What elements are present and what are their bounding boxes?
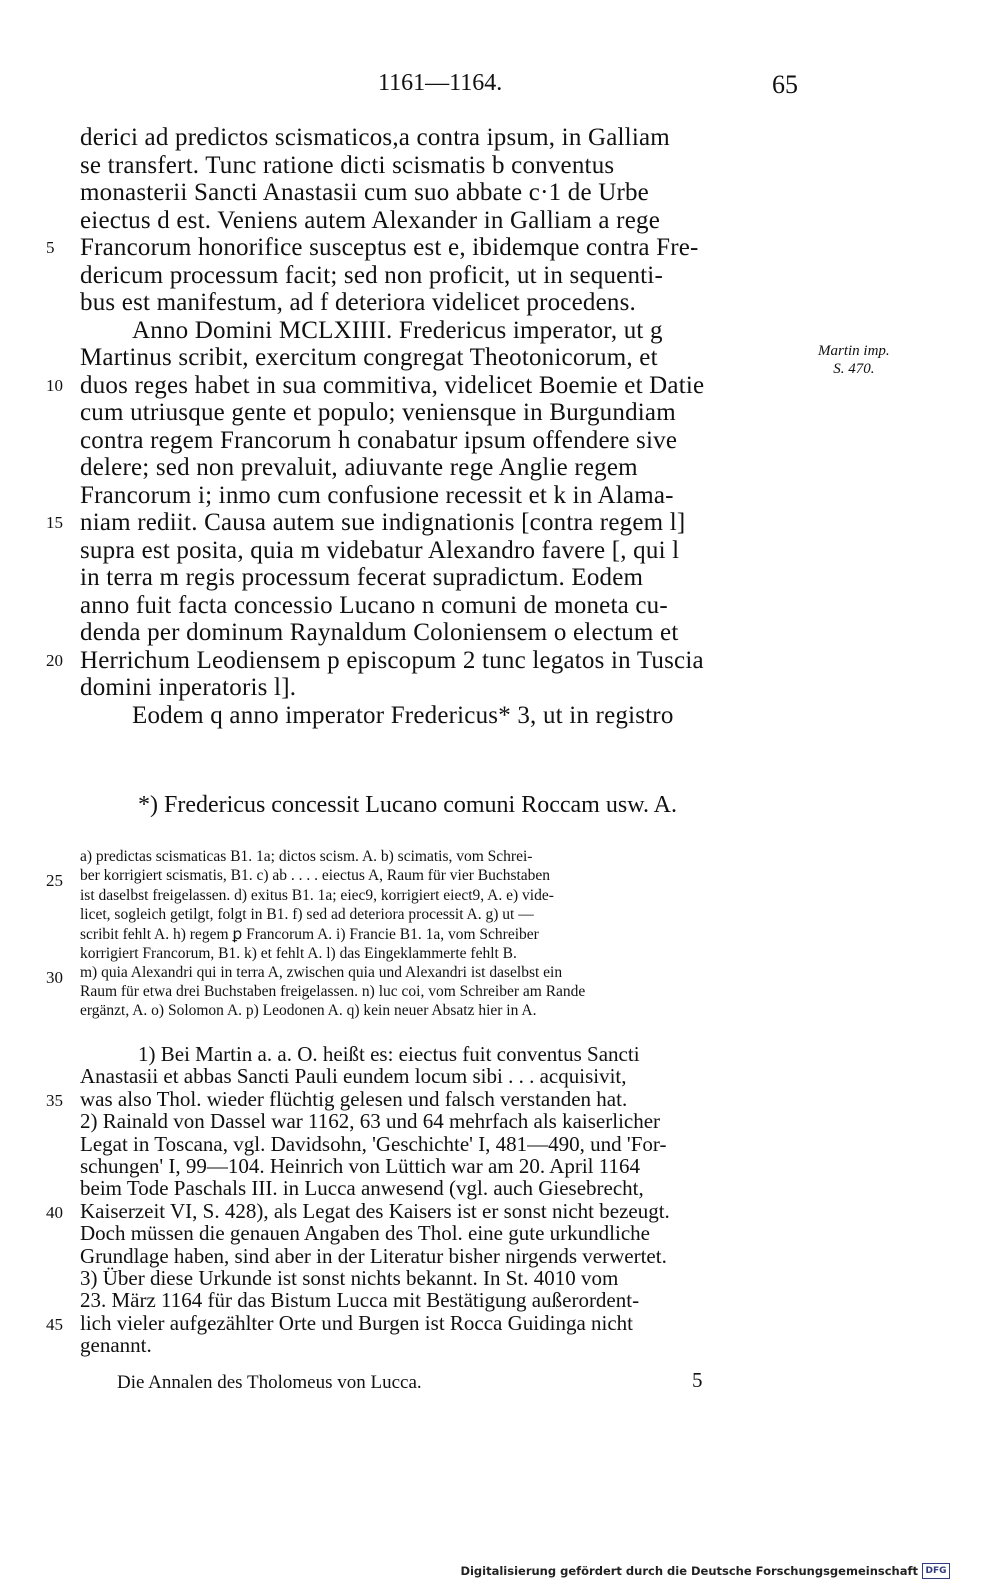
text-line: Francorum honorifice susceptus est e, ibidemque contra Fre- bbox=[80, 234, 699, 261]
variant-note-line: ber korrigiert scismatis, B1. c) ab . . . . eiectus A, Raum für vier Buchstaben bbox=[80, 867, 551, 885]
variant-note-line: m) quia Alexandri qui in terra A, zwischen quia und Alexandri ist daselbst ein bbox=[80, 963, 563, 981]
footnote-line: Doch müssen die genauen Angaben des Thol. eine gute urkundliche bbox=[80, 1221, 650, 1246]
text-line: Anno Domini MCLXIIII. Fredericus imperator, ut g bbox=[132, 316, 663, 344]
text-line: monasterii Sancti Anastasii cum suo abbate c·1 de Urbe bbox=[80, 179, 649, 206]
text-line: dericum processum facit; sed non proficit, ut in sequenti- bbox=[80, 261, 663, 289]
line-number: 25 bbox=[46, 871, 63, 891]
variant-note-line: scribit fehlt A. h) regem ꝑ Francorum A. i) Francie B1. 1a, vom Schreiber bbox=[80, 926, 539, 944]
variant-note-line: ergänzt, A. o) Solomon A. p) Leodonen A. q) kein neuer Absatz hier in A. bbox=[80, 1002, 537, 1020]
footnote-line: lich vieler aufgezählter Orte und Burgen ist Rocca Guidinga nicht bbox=[80, 1310, 634, 1335]
footnote-line: genannt. bbox=[80, 1333, 152, 1358]
credit-text: Digitalisierung gefördert durch die Deutsche Forschungsgemeinschaft bbox=[460, 1564, 918, 1578]
footer-title: Die Annalen des Tholomeus von Lucca. bbox=[117, 1372, 422, 1393]
footnote-line: 3) Über diese Urkunde ist sonst nichts bekannt. In St. 4010 vom bbox=[80, 1266, 619, 1290]
line-number: 45 bbox=[46, 1314, 63, 1334]
footnote-line: 1) Bei Martin a. a. O. heißt es: eiectus fuit conventus Sancti bbox=[138, 1042, 640, 1066]
footnote-line: was also Thol. wieder flüchtig gelesen und falsch verstanden hat. bbox=[80, 1086, 628, 1111]
variant-note-line: licet, sogleich getilgt, folgt in B1. f) sed ad deteriora processit A. g) ut — bbox=[80, 905, 534, 923]
footnote-line: beim Tode Paschals III. in Lucca anwesend (vgl. auch Giesebrecht, bbox=[80, 1176, 644, 1201]
line-number: 20 bbox=[46, 650, 63, 670]
running-head-title: 1161—1164. bbox=[378, 70, 503, 96]
line-number: 5 bbox=[46, 238, 55, 257]
footnote-line: Kaiserzeit VI, S. 428), als Legat des Kaisers ist er sonst nicht bezeugt. bbox=[80, 1198, 670, 1223]
dfg-logo-icon: DFG bbox=[922, 1563, 950, 1579]
text-line: in terra m regis processum fecerat supradictum. Eodem bbox=[80, 564, 644, 591]
text-line: Martinus scribit, exercitum congregat Theotonicorum, et bbox=[80, 344, 658, 371]
text-line: duos reges habet in sua commitiva, videlicet Boemie et Datie bbox=[80, 371, 705, 399]
text-line: Francorum i; inmo cum confusione recessit et k in Alama- bbox=[80, 481, 674, 509]
text-line: supra est posita, quia m videbatur Alexandro favere [, qui l bbox=[80, 536, 680, 564]
margin-note: Martin imp. S. 470. bbox=[818, 343, 890, 377]
line-number: 35 bbox=[46, 1090, 63, 1110]
variant-note-line: ist daselbst freigelassen. d) exitus B1. 1a; eiec9, korrigiert eiect9, A. e) vide- bbox=[80, 886, 554, 904]
text-line: bus est manifestum, ad f deteriora videlicet procedens. bbox=[80, 289, 636, 316]
footnote-line: schungen' I, 99—104. Heinrich von Lüttich war am 20. April 1164 bbox=[80, 1154, 640, 1178]
text-line: anno fuit facta concessio Lucano n comuni de moneta cu- bbox=[80, 591, 668, 619]
footnote-line: Anastasii et abbas Sancti Pauli eundem locum sibi . . . acquisivit, bbox=[80, 1064, 627, 1089]
line-number: 15 bbox=[46, 513, 63, 532]
text-line: derici ad predictos scismaticos,a contra ipsum, in Galliam bbox=[80, 124, 670, 151]
footer-signature: 5 bbox=[692, 1368, 703, 1392]
text-line: contra regem Francorum h conabatur ipsum offendere sive bbox=[80, 426, 678, 454]
text-line: denda per dominum Raynaldum Coloniensem o electum et bbox=[80, 619, 679, 646]
footnote-line: 23. März 1164 für das Bistum Lucca mit Bestätigung außerordent- bbox=[80, 1288, 640, 1313]
variant-note-line: Raum für etwa drei Buchstaben freigelassen. n) luc coi, vom Schreiber am Rande bbox=[80, 983, 586, 1001]
text-line: delere; sed non prevaluit, adiuvante rege Anglie regem bbox=[80, 454, 638, 481]
text-line: Herrichum Leodiensem p episcopum 2 tunc legatos in Tuscia bbox=[80, 646, 704, 674]
variant-note-line: a) predictas scismaticas B1. 1a; dictos scism. A. b) scimatis, vom Schrei- bbox=[80, 848, 533, 865]
line-number: 30 bbox=[46, 967, 63, 987]
text-line: cum utriusque gente et populo; veniensque in Burgundiam bbox=[80, 399, 676, 426]
variant-note-line: korrigiert Francorum, B1. k) et fehlt A. l) das Eingeklammerte fehlt B. bbox=[80, 944, 517, 962]
text-line: eiectus d est. Veniens autem Alexander in Galliam a rege bbox=[80, 206, 660, 234]
page-number: 65 bbox=[772, 70, 798, 99]
text-line: domini inperatoris l]. bbox=[80, 674, 297, 701]
footnote-line: 2) Rainald von Dassel war 1162, 63 und 64 mehrfach als kaiserlicher bbox=[80, 1109, 661, 1134]
digitization-credit bbox=[460, 1563, 950, 1579]
text-line: niam rediit. Causa autem sue indignationis [contra regem l] bbox=[80, 509, 686, 536]
text-line: se transfert. Tunc ratione dicti scismatis b conventus bbox=[80, 151, 615, 179]
footnote-line: Legat in Toscana, vgl. Davidsohn, 'Geschichte' I, 481—490, und 'For- bbox=[80, 1131, 667, 1156]
line-number: 10 bbox=[46, 375, 63, 395]
asterisk-note: *) Fredericus concessit Lucano comuni Roccam usw. A. bbox=[138, 792, 677, 818]
line-number: 40 bbox=[46, 1202, 63, 1222]
footnote-line: Grundlage haben, sind aber in der Literatur bisher nirgends verwertet. bbox=[80, 1243, 667, 1268]
text-line: Eodem q anno imperator Fredericus* 3, ut in registro bbox=[132, 701, 674, 729]
